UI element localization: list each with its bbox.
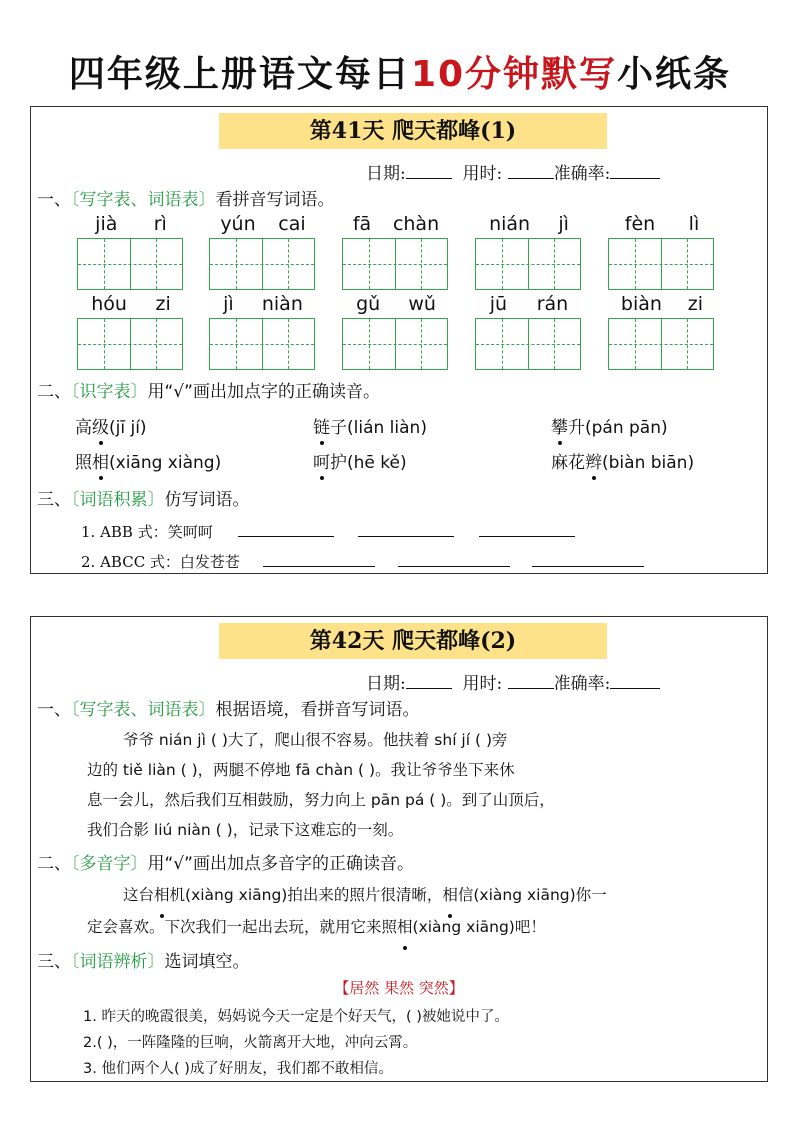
pinyin-pair	[608, 213, 716, 235]
pinyin: zi	[155, 293, 171, 315]
pinyin: fèn	[624, 213, 656, 235]
writing-grid[interactable]	[608, 318, 714, 370]
section-num: 三、	[37, 952, 71, 972]
question-2[interactable]: 2.( )，一阵隆隆的巨响，火箭离开大地，冲向云霄。	[83, 1035, 418, 1051]
pinyin-pair	[209, 293, 317, 315]
section-num: 三、	[37, 490, 71, 510]
section-text: 根据语境，看拼音写词语。	[215, 700, 420, 720]
section-tag: 〔写字表、词语表〕	[71, 700, 216, 720]
polyphone-paragraph	[87, 879, 759, 943]
date-blank[interactable]	[406, 164, 452, 179]
answer-line[interactable]	[358, 522, 454, 537]
time-label: 用时:	[462, 164, 503, 184]
section-text: 看拼音写词语。	[215, 190, 335, 210]
day42-card	[30, 616, 768, 1082]
reading-item	[551, 448, 694, 473]
question-1[interactable]: 1. 昨天的晚霞很美，妈妈说今天一定是个好天气，( )被她说中了。	[83, 1009, 509, 1025]
pinyin-options[interactable]: (xiāng xiàng)	[109, 453, 222, 473]
section-tag: 〔识字表〕	[71, 382, 148, 402]
day41-banner: 第41天 爬天都峰(1)	[219, 113, 607, 149]
dotted-char: 相	[397, 911, 413, 943]
char: 高	[75, 418, 92, 438]
section-tag: 〔写字表、词语表〕	[71, 190, 216, 210]
reading-item	[551, 413, 668, 438]
writing-grid[interactable]	[475, 238, 581, 290]
pinyin: yún	[220, 213, 256, 235]
section-2-heading	[37, 377, 380, 402]
pinyin: wǔ	[408, 293, 436, 315]
pinyin: biàn	[620, 293, 662, 315]
pinyin: gǔ	[356, 293, 381, 315]
text[interactable]: 机(xiàng xiāng)拍出来的照片很清晰，	[169, 886, 443, 904]
pinyin-pair	[342, 213, 450, 235]
text[interactable]: (xiàng xiāng)吧！	[412, 918, 546, 936]
writing-grid[interactable]	[608, 238, 714, 290]
dotted-char: 相	[442, 879, 458, 911]
dotted-char: 攀	[551, 413, 568, 438]
pinyin: cai	[278, 213, 306, 235]
section-tag: 〔词语辨析〕	[71, 952, 165, 972]
char: 照	[75, 453, 92, 473]
writing-grid[interactable]	[77, 318, 183, 370]
word-choices: 【居然 果然 突然】	[334, 979, 464, 997]
text[interactable]: 信(xiàng xiāng)你一	[457, 886, 607, 904]
pinyin: jì	[223, 293, 234, 315]
title-part3: 小纸条	[617, 54, 732, 95]
pinyin: fā	[352, 213, 372, 235]
pinyin-pair	[608, 293, 716, 315]
section-num: 二、	[37, 382, 71, 402]
accuracy-blank[interactable]	[610, 674, 660, 689]
paragraph-line	[87, 911, 759, 943]
text: 这台	[123, 886, 155, 904]
pinyin-pair	[77, 213, 185, 235]
pinyin-pair	[77, 293, 185, 315]
pinyin: niàn	[261, 293, 303, 315]
pinyin-pair	[475, 293, 583, 315]
section-tag: 〔多音字〕	[71, 854, 148, 874]
answer-line[interactable]	[263, 552, 375, 567]
pinyin-options[interactable]: (lián liàn)	[347, 418, 427, 438]
reading-item	[313, 448, 407, 473]
accuracy-blank[interactable]	[610, 164, 660, 179]
section-text: 选词填空。	[164, 952, 250, 972]
pinyin-pair	[342, 293, 450, 315]
char: 麻花	[551, 453, 585, 473]
paragraph-line: 我们合影 liú niàn ( )，记录下这难忘的一刻。	[87, 821, 404, 839]
pinyin-options[interactable]: (biàn biān)	[602, 453, 695, 473]
pinyin-options[interactable]: (hē kě)	[347, 453, 407, 473]
pinyin: jū	[489, 293, 508, 315]
accuracy-label: 准确率:	[553, 164, 611, 184]
title-part1: 四年级上册语文每日	[68, 54, 411, 95]
date-label: 日期:	[366, 674, 406, 694]
question-2	[81, 551, 644, 572]
reading-item	[75, 413, 147, 438]
date-blank[interactable]	[406, 674, 452, 689]
writing-grid[interactable]	[342, 238, 448, 290]
question-1	[81, 521, 575, 542]
section-3-heading	[37, 947, 250, 972]
section-text: 用“√”画出加点多音字的正确读音。	[147, 854, 414, 874]
pinyin: zi	[687, 293, 704, 315]
pinyin: jià	[95, 213, 118, 235]
day41-card	[30, 106, 768, 574]
paragraph-line	[87, 879, 759, 911]
pinyin-options[interactable]: (pán pān)	[585, 418, 668, 438]
pinyin: jì	[558, 213, 569, 235]
writing-grid[interactable]	[342, 318, 448, 370]
question-3[interactable]: 3. 他们两个人( )成了好朋友，我们都不敢相信。	[83, 1061, 393, 1077]
section-1-heading	[37, 185, 335, 210]
pinyin-options[interactable]: (jī jí)	[109, 418, 147, 438]
char: 升	[568, 418, 585, 438]
pinyin: rán	[536, 293, 569, 315]
text: 定会喜欢。下次我们一起出去玩，就用它来照	[87, 918, 398, 936]
answer-line[interactable]	[479, 522, 575, 537]
answer-line[interactable]	[532, 552, 644, 567]
dotted-char: 呵	[313, 448, 330, 473]
answer-line[interactable]	[398, 552, 510, 567]
section-num: 一、	[37, 190, 71, 210]
meta-row	[366, 159, 660, 184]
pinyin-pair	[209, 213, 317, 235]
question-text: 2. ABCC 式：白发苍苍	[81, 553, 240, 571]
section-text: 仿写词语。	[164, 490, 250, 510]
pinyin: hóu	[91, 293, 127, 315]
dotted-char: 级	[92, 413, 109, 438]
reading-item	[75, 448, 221, 473]
time-blank[interactable]	[508, 164, 554, 179]
section-tag: 〔词语积累〕	[71, 490, 165, 510]
writing-grid[interactable]	[209, 238, 315, 290]
dotted-char: 辫	[585, 448, 602, 473]
reading-item	[313, 413, 427, 438]
writing-grid[interactable]	[209, 318, 315, 370]
day42-banner: 第42天 爬天都峰(2)	[219, 623, 607, 659]
pinyin: lì	[688, 213, 700, 235]
date-label: 日期:	[366, 164, 406, 184]
section-num: 一、	[37, 700, 71, 720]
pinyin: nián	[489, 213, 531, 235]
char: 护	[330, 453, 347, 473]
dotted-char: 相	[154, 879, 170, 911]
pinyin-pair	[475, 213, 583, 235]
accuracy-label: 准确率:	[553, 674, 611, 694]
writing-grid[interactable]	[77, 238, 183, 290]
pinyin: rì	[153, 213, 167, 235]
writing-grid[interactable]	[475, 318, 581, 370]
context-paragraph	[87, 725, 759, 845]
section-2-heading	[37, 849, 414, 874]
paragraph-line: 边的 tiě liàn ( )，两腿不停地 fā chàn ( )。我让爷爷坐下来休	[87, 761, 515, 779]
section-1-heading	[37, 695, 420, 720]
time-blank[interactable]	[508, 674, 554, 689]
meta-row	[366, 669, 660, 694]
char: 子	[330, 418, 347, 438]
time-label: 用时:	[462, 674, 503, 694]
dotted-char: 相	[92, 448, 109, 473]
question-text: 1. ABB 式：笑呵呵	[81, 523, 213, 541]
title-part2: 10分钟默写	[410, 54, 618, 95]
paragraph-line: 爷爷 nián jì ( )大了，爬山很不容易。他扶着 shí jí ( )旁	[123, 731, 508, 749]
section-text: 用“√”画出加点字的正确读音。	[147, 382, 380, 402]
section-3-heading	[37, 485, 250, 510]
paragraph-line: 息一会儿，然后我们互相鼓励，努力向上 pān pá ( )。到了山顶后，	[87, 791, 555, 809]
section-num: 二、	[37, 854, 71, 874]
answer-line[interactable]	[238, 522, 334, 537]
dotted-char: 链	[313, 413, 330, 438]
pinyin: chàn	[392, 213, 440, 235]
page-title	[0, 46, 800, 97]
